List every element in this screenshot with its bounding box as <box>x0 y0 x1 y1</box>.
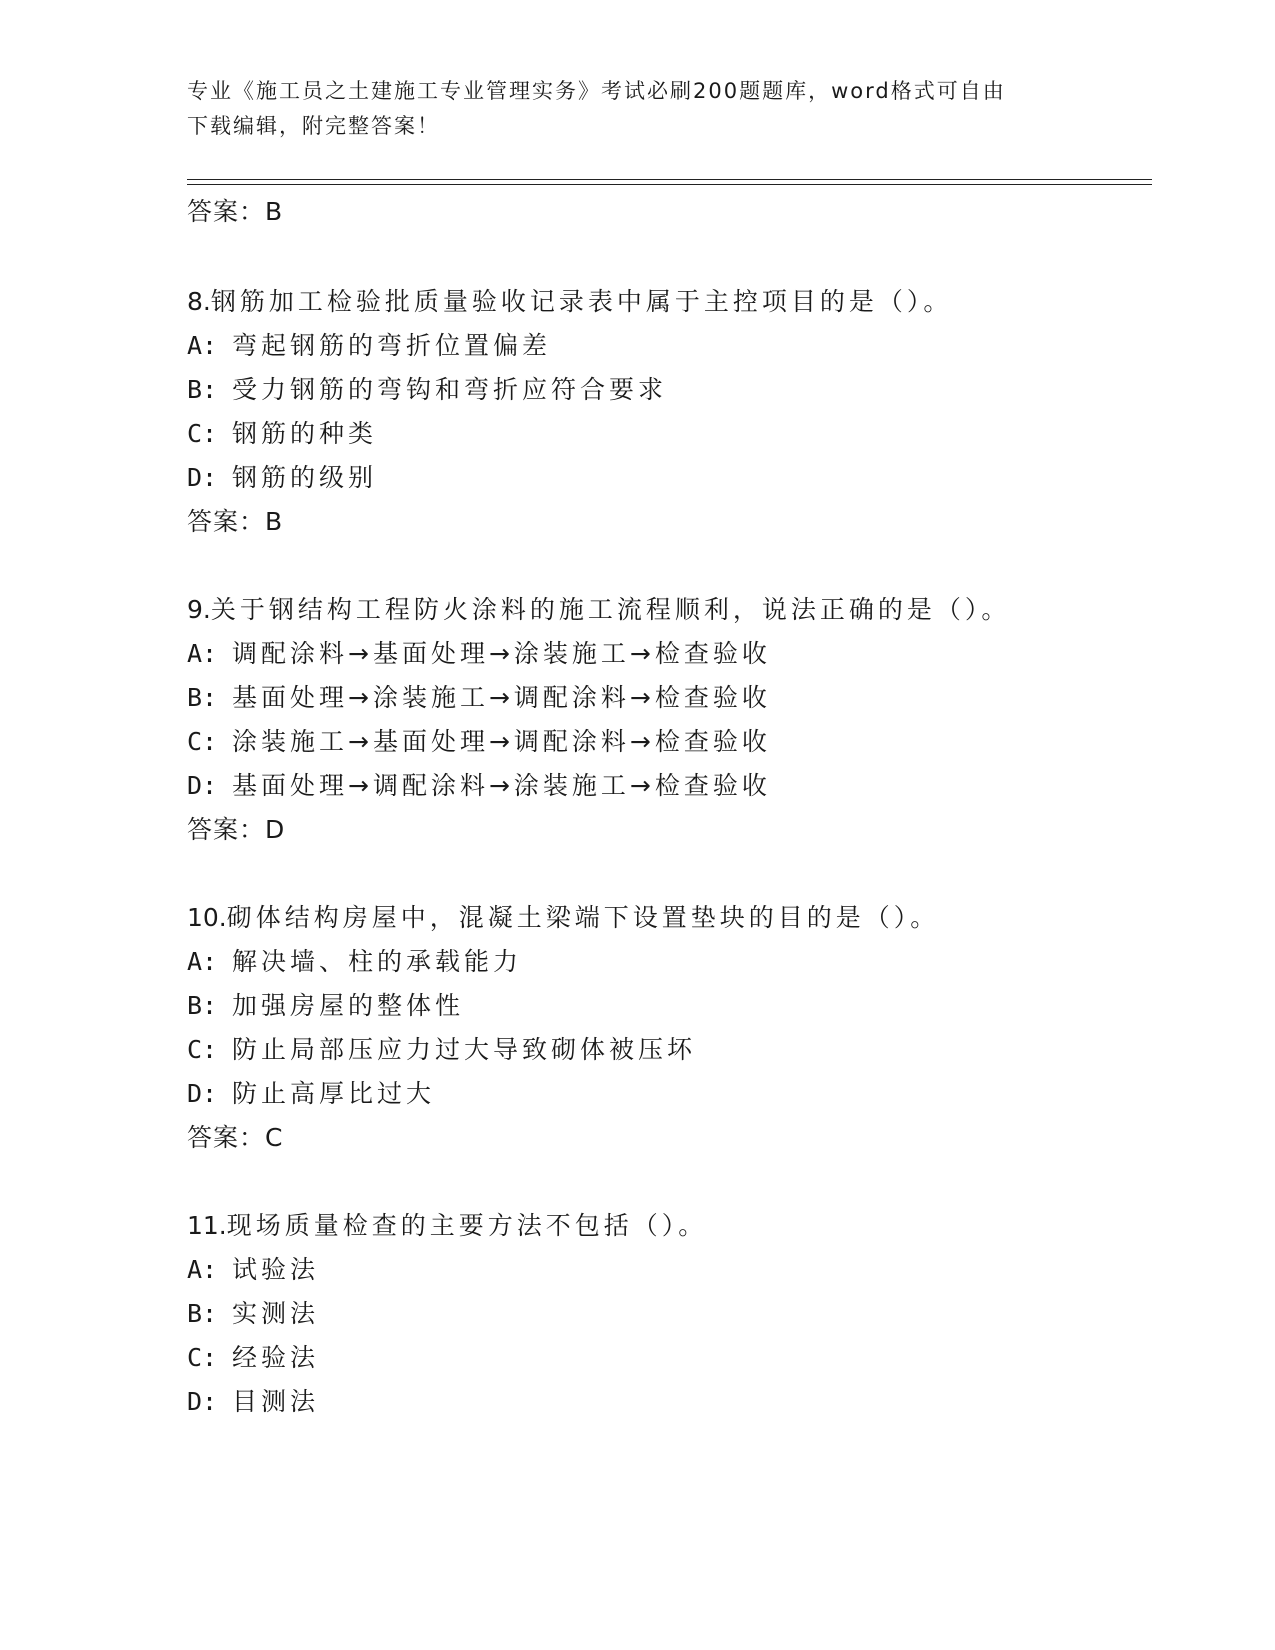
option-a <box>187 942 522 978</box>
question-text: 现场质量检查的主要方法不包括（）。 <box>226 1211 708 1240</box>
option-text: 钢筋的级别 <box>232 463 378 492</box>
option-letter: A: <box>187 1255 218 1284</box>
option-letter: B: <box>187 991 218 1020</box>
option-text: 经验法 <box>232 1343 320 1372</box>
question-8 <box>187 282 952 318</box>
option-text: 解决墙、柱的承载能力 <box>232 947 523 976</box>
option-text: 加强房屋的整体性 <box>232 991 465 1020</box>
document-header <box>187 74 1067 144</box>
option-letter: C: <box>187 1035 218 1064</box>
option-text: 受力钢筋的弯钩和弯折应符合要求 <box>232 375 668 404</box>
option-letter: A: <box>187 331 218 360</box>
option-b <box>187 986 464 1022</box>
option-letter: C: <box>187 419 218 448</box>
header-divider-top <box>187 179 1152 180</box>
option-text: 防止高厚比过大 <box>232 1079 436 1108</box>
option-c <box>187 414 377 450</box>
option-text: 调配涂料→基面处理→涂装施工→检查验收 <box>232 639 771 668</box>
option-letter: B: <box>187 1299 218 1328</box>
question-text: 关于钢结构工程防火涂料的施工流程顺利，说法正确的是（）。 <box>210 595 1011 624</box>
option-c <box>187 1030 696 1066</box>
header-divider-bottom <box>187 184 1152 185</box>
option-text: 基面处理→涂装施工→调配涂料→检查验收 <box>232 683 771 712</box>
question-9 <box>187 590 1010 626</box>
option-text: 实测法 <box>232 1299 320 1328</box>
option-text: 试验法 <box>232 1255 320 1284</box>
option-letter: A: <box>187 639 218 668</box>
answer-8: 答案：B <box>187 507 284 536</box>
option-text: 目测法 <box>232 1387 320 1416</box>
question-number: 8. <box>187 287 211 316</box>
option-d <box>187 1074 435 1110</box>
option-letter: C: <box>187 1343 218 1372</box>
option-letter: A: <box>187 947 218 976</box>
question-number: 10. <box>187 903 227 932</box>
option-letter: D: <box>187 1387 218 1416</box>
question-text: 砌体结构房屋中，混凝土梁端下设置垫块的目的是（）。 <box>226 903 940 932</box>
option-a <box>187 1250 319 1286</box>
option-letter: D: <box>187 771 218 800</box>
option-c <box>187 1338 319 1374</box>
option-letter: D: <box>187 463 218 492</box>
option-b <box>187 370 667 406</box>
option-letter: B: <box>187 683 218 712</box>
answer-9: 答案：D <box>187 815 286 844</box>
header-line-2: 下载编辑，附完整答案！ <box>187 114 440 138</box>
question-number: 11. <box>187 1211 227 1240</box>
option-d <box>187 766 771 802</box>
option-letter: C: <box>187 727 218 756</box>
option-text: 基面处理→调配涂料→涂装施工→检查验收 <box>232 771 771 800</box>
option-text: 涂装施工→基面处理→调配涂料→检查验收 <box>232 727 771 756</box>
option-d <box>187 1382 319 1418</box>
option-a <box>187 634 771 670</box>
option-a <box>187 326 551 362</box>
option-b <box>187 1294 319 1330</box>
question-11 <box>187 1206 707 1242</box>
question-number: 9. <box>187 595 211 624</box>
option-text: 钢筋的种类 <box>232 419 378 448</box>
header-line-1: 专业《施工员之土建施工专业管理实务》考试必刷200题题库，word格式可自由 <box>187 79 1006 103</box>
option-c <box>187 722 771 758</box>
option-d <box>187 458 377 494</box>
option-letter: D: <box>187 1079 218 1108</box>
option-text: 弯起钢筋的弯折位置偏差 <box>232 331 552 360</box>
option-b <box>187 678 771 714</box>
answer-10: 答案：C <box>187 1123 284 1152</box>
option-text: 防止局部压应力过大导致砌体被压坏 <box>232 1035 697 1064</box>
previous-answer: 答案：B <box>187 197 284 226</box>
question-text: 钢筋加工检验批质量验收记录表中属于主控项目的是（）。 <box>210 287 953 316</box>
question-10 <box>187 898 939 934</box>
option-letter: B: <box>187 375 218 404</box>
